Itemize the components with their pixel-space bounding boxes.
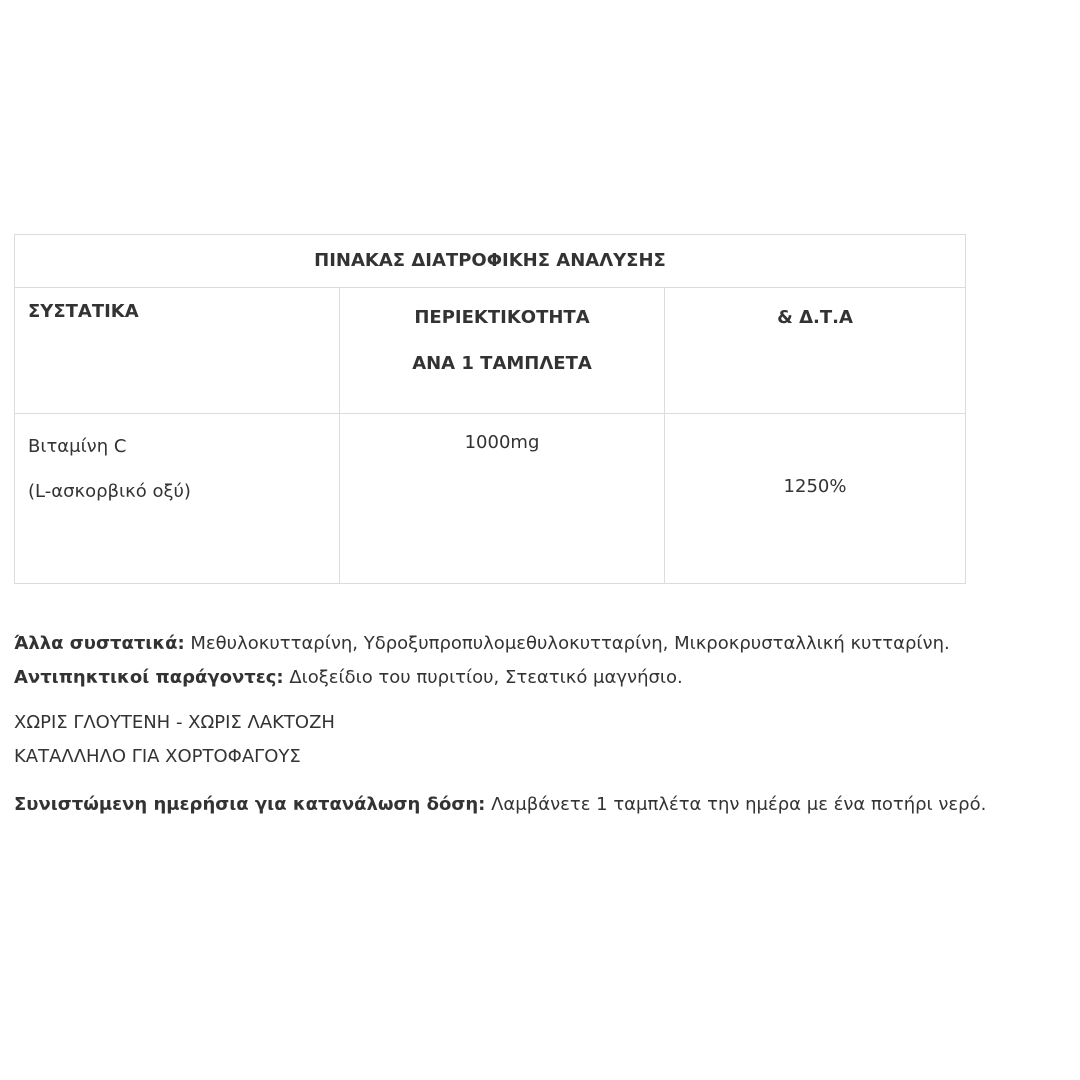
dose-label: Συνιστώμενη ημερήσια για κατανάλωση δόση: xyxy=(14,794,486,815)
table-title-row xyxy=(15,235,966,288)
header-content-line2: ΑΝΑ 1 ΤΑΜΠΛΕΤΑ xyxy=(412,353,592,374)
ingredient-name-line2: (L-ασκορβικό οξύ) xyxy=(28,481,191,502)
table-title: ΠΙΝΑΚΑΣ ΔΙΑΤΡΟΦΙΚΗΣ ΑΝΑΛΥΣΗΣ xyxy=(15,235,966,288)
claim-gluten-lactose: ΧΩΡΙΣ ΓΛΟΥΤΕΝΗ - ΧΩΡΙΣ ΛΑΚΤΟΖΗ xyxy=(14,712,335,733)
anti-caking-label: Αντιπηκτικοί παράγοντες: xyxy=(14,667,284,688)
ingredient-amount: 1000mg xyxy=(340,414,665,584)
header-content xyxy=(340,288,665,414)
header-ingredients: ΣΥΣΤΑΤΙΚΑ xyxy=(15,288,340,414)
header-content-line1: ΠΕΡΙΕΚΤΙΚΟΤΗΤΑ xyxy=(414,307,590,328)
dose-line xyxy=(14,788,1074,822)
other-ingredients-label: Άλλα συστατικά: xyxy=(14,633,185,654)
ingredient-rda: 1250% xyxy=(665,414,966,584)
dose-value: Λαμβάνετε 1 ταμπλέτα την ημέρα με ένα ποτήρι νερό. xyxy=(485,794,987,815)
table-header-row xyxy=(15,288,966,414)
claims-section xyxy=(14,706,1074,774)
dose-section xyxy=(14,788,1074,822)
other-ingredients-value: Μεθυλοκυτταρίνη, Υδροξυπροπυλομεθυλοκυτταρίνη, Μικροκρυσταλλική κυτταρίνη. xyxy=(184,633,950,654)
anti-caking-line xyxy=(14,661,1074,695)
other-ingredients-line xyxy=(14,627,1074,661)
nutrition-table xyxy=(14,234,966,584)
anti-caking-value: Διοξείδιο του πυριτίου, Στεατικό μαγνήσιο. xyxy=(283,667,683,688)
ingredients-section xyxy=(14,627,1074,695)
ingredient-name-line1: Βιταμίνη C xyxy=(28,436,127,457)
header-rda: & Δ.Τ.Α xyxy=(665,288,966,414)
table-row xyxy=(15,414,966,584)
ingredient-name xyxy=(15,414,340,584)
claim-vegetarian: ΚΑΤΑΛΛΗΛΟ ΓΙΑ ΧΟΡΤΟΦΑΓΟΥΣ xyxy=(14,746,301,767)
